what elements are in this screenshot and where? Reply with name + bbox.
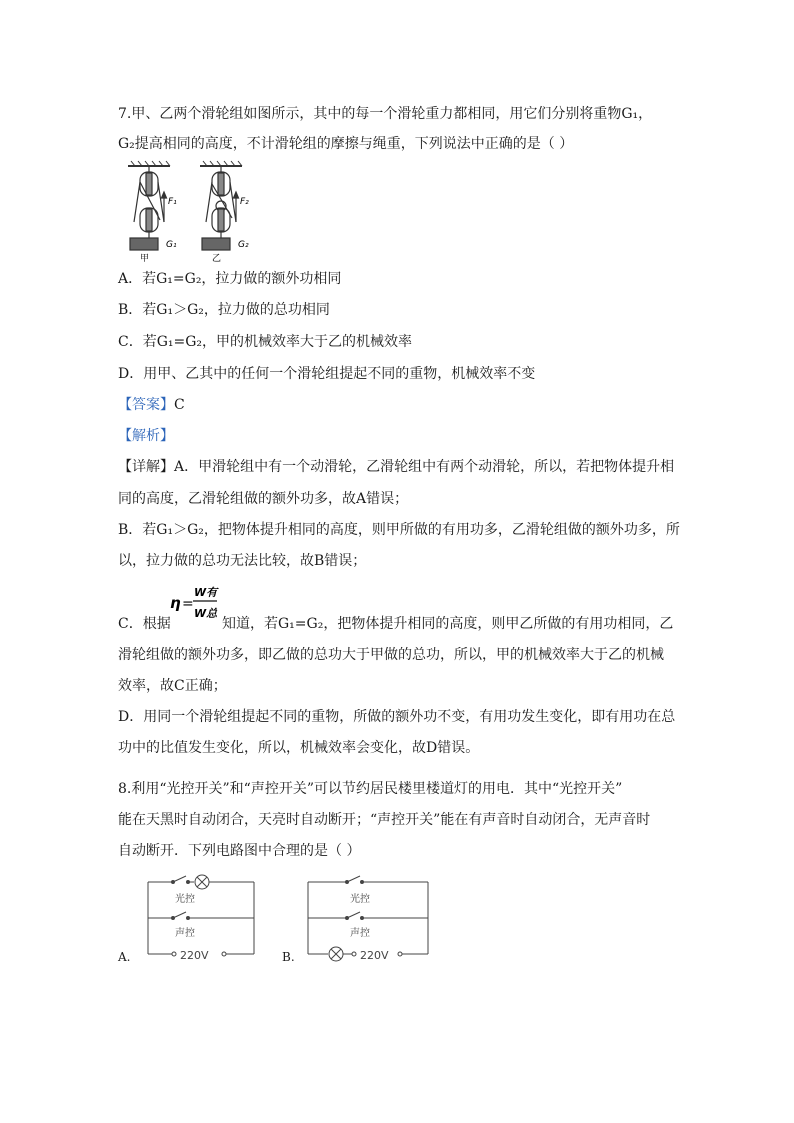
circuit-diagram-a	[138, 872, 264, 964]
detail-d-line2: 功中的比值发生变化，所以，机械效率会变化，故D错误。	[118, 740, 480, 756]
circuit-a-sound-label: 声控	[175, 928, 195, 939]
detail-a-line1	[118, 457, 674, 477]
detail-a-text1: A．甲滑轮组中有一个动滑轮，乙滑轮组中有两个动滑轮，所以，若把物体提升相	[174, 459, 675, 475]
label-jia: 甲	[140, 254, 150, 264]
detail-tag: 【详解】	[118, 459, 174, 475]
detail-a-line2: 同的高度，乙滑轮组做的额外功多，故A错误；	[118, 491, 409, 507]
q8-stem-line2: 能在天黑时自动闭合，天亮时自动断开；“声控开关”能在有声音时自动闭合，无声音时	[118, 812, 651, 828]
detail-c-line3: 效率，故C正确；	[118, 678, 227, 694]
circuit-a-voltage: 220V	[180, 949, 209, 962]
pulley-system-yi	[202, 166, 239, 250]
formula-eta: η	[170, 594, 181, 612]
formula-denominator: W总	[194, 607, 218, 620]
answer-value: C	[174, 397, 185, 413]
pulley-system-jia	[130, 166, 167, 250]
label-yi: 乙	[212, 254, 222, 264]
circuit-b-voltage: 220V	[360, 949, 389, 962]
q7-stem-line2: G₂提高相同的高度，不计滑轮组的摩擦与绳重，下列说法中正确的是（ ）	[118, 136, 574, 152]
q7-stem-line1: 7.甲、乙两个滑轮组如图所示，其中的每一个滑轮重力都相同，用它们分别将重物G₁，	[118, 106, 653, 122]
answer-tag: 【答案】	[118, 397, 174, 413]
formula-equals: =	[182, 596, 194, 612]
efficiency-formula	[168, 582, 220, 624]
formula-numerator: W有	[194, 586, 218, 599]
q7-option-a: A．若G₁=G₂，拉力做的额外功相同	[118, 271, 342, 287]
ceiling-right	[200, 161, 242, 166]
circuit-b-label: B.	[282, 950, 295, 964]
detail-b-line1: B．若G₁＞G₂，把物体提升相同的高度，则甲所做的有用功多，乙滑轮组做的额外功多，所	[118, 522, 680, 538]
detail-c-line1b: 知道，若G₁=G₂，把物体提升相同的高度，则甲乙所做的有用功相同，乙	[222, 616, 674, 632]
q8-stem-line1: 8.利用“光控开关”和“声控开关”可以节约居民楼里楼道灯的用电．其中“光控开关”	[118, 781, 623, 797]
detail-b-line2: 以，拉力做的总功无法比较，故B错误；	[118, 553, 367, 569]
detail-c-line1a: C．根据	[118, 616, 171, 632]
label-F2: F₂	[240, 197, 249, 207]
q7-option-b: B．若G₁＞G₂，拉力做的总功相同	[118, 302, 330, 318]
ceiling-left	[128, 161, 170, 166]
answer-line	[118, 395, 185, 415]
q7-option-d: D．用甲、乙其中的任何一个滑轮组提起不同的重物，机械效率不变	[118, 366, 536, 382]
q8-stem-line3: 自动断开．下列电路图中合理的是（ ）	[118, 843, 361, 859]
label-F1: F₁	[168, 197, 177, 207]
circuit-a-label: A.	[118, 950, 131, 964]
circuit-diagram-b	[300, 872, 436, 964]
circuit-b-sound-label: 声控	[350, 928, 370, 939]
q7-option-c: C．若G₁=G₂，甲的机械效率大于乙的机械效率	[118, 334, 413, 350]
detail-c-line2: 滑轮组做的额外功多，即乙做的总功大于甲做的总功，所以，甲的机械效率大于乙的机械	[118, 647, 664, 663]
analysis-line	[118, 426, 174, 446]
pulley-figure	[118, 160, 258, 264]
label-G1: G₁	[166, 240, 177, 250]
label-G2: G₂	[238, 240, 249, 250]
circuit-a-light-label: 光控	[175, 894, 195, 905]
circuit-b-light-label: 光控	[350, 894, 370, 905]
detail-d-line1: D．用同一个滑轮组提起不同的重物，所做的额外功不变，有用功发生变化，即有用功在总	[118, 709, 676, 725]
analysis-tag: 【解析】	[118, 428, 174, 444]
